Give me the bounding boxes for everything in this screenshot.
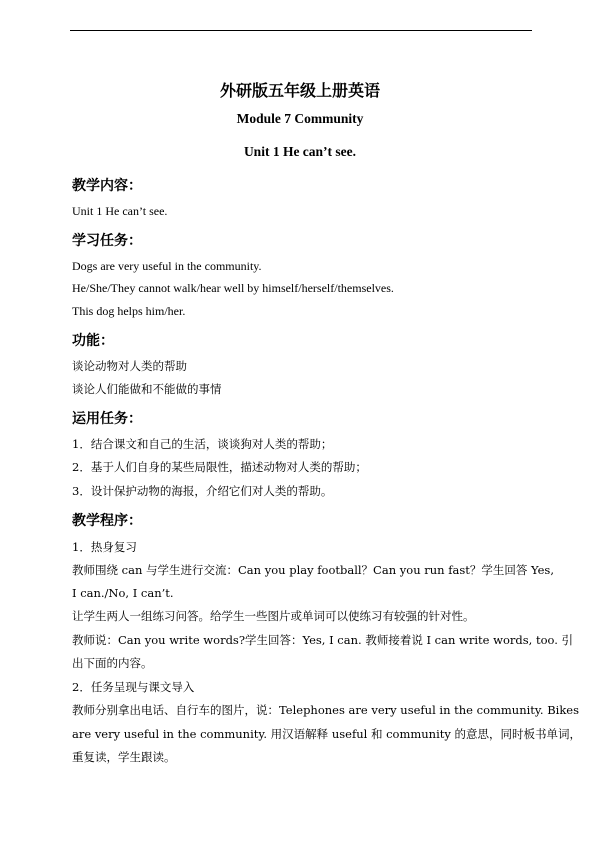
procedure-line: 出下面的内容。 xyxy=(72,656,153,670)
content-line: Unit 1 He can’t see. xyxy=(72,204,168,218)
document-title: 外研版五年级上册英语 xyxy=(219,81,380,100)
unit-title: Unit 1 He can’t see. xyxy=(243,144,357,159)
procedure-line: 教师分别拿出电话、自行车的图片，说：Telephones are very useful in the community. Bikes xyxy=(72,703,580,717)
tasks-line: Dogs are very useful in the community. xyxy=(72,259,262,273)
tasks-line: He/She/They cannot walk/hear well by himself/herself/themselves. xyxy=(72,281,394,295)
procedure-line: I can./No, I can’t. xyxy=(72,586,174,600)
procedure-line: 教师说：Can you write words?学生回答：Yes, I can. 教师接着说 I can write words, too. 引 xyxy=(72,633,574,647)
application-line: 1．结合课文和自己的生活，谈谈狗对人类的帮助； xyxy=(72,437,333,451)
procedure-line: 2．任务呈现与课文导入 xyxy=(72,680,195,694)
section-heading-procedure: 教学程序： xyxy=(72,513,142,529)
procedure-line: are very useful in the community. 用汉语解释 useful 和 community 的意思，同时板书单词， xyxy=(72,727,582,741)
procedure-line: 教师围绕 can 与学生进行交流：Can you play football？Can you run fast？学生回答 Yes, xyxy=(72,563,554,577)
procedure-line: 让学生两人一组练习问答。给学生一些图片或单词可以使练习有较强的针对性。 xyxy=(72,609,475,623)
procedure-line: 重复读，学生跟读。 xyxy=(72,750,176,764)
section-heading-tasks: 学习任务： xyxy=(72,233,142,249)
application-line: 2．基于人们自身的某些局限性，描述动物对人类的帮助； xyxy=(72,460,367,474)
functions-line: 谈论动物对人类的帮助 xyxy=(72,359,187,373)
procedure-line: 1．热身复习 xyxy=(72,540,137,554)
section-heading-content: 教学内容： xyxy=(72,178,142,194)
section-heading-application: 运用任务： xyxy=(72,411,142,427)
module-title: Module 7 Community xyxy=(236,111,364,126)
tasks-line: This dog helps him/her. xyxy=(72,304,186,318)
application-line: 3．设计保护动物的海报，介绍它们对人类的帮助。 xyxy=(72,484,333,498)
section-heading-functions: 功能： xyxy=(72,333,114,349)
header-rule xyxy=(70,30,532,31)
functions-line: 谈论人们能做和不能做的事情 xyxy=(72,382,222,396)
